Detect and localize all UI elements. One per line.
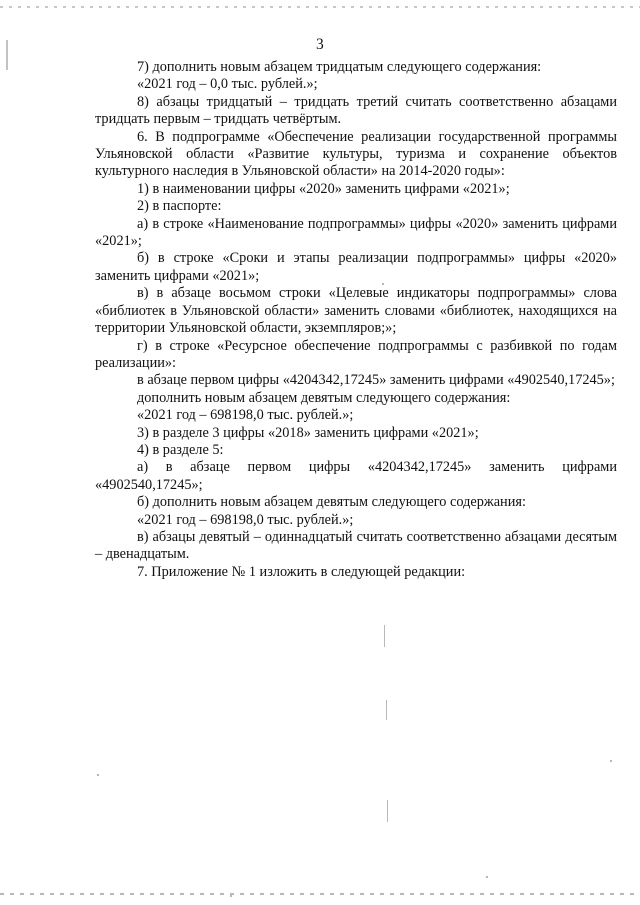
paragraph-7: а) в строке «Наименование подпрограммы» цифры «2020» заменить цифрами «2021»;: [95, 215, 617, 250]
paragraph-19: в) абзацы девятый – одиннадцатый считать соответственно абзацами десятым – двенадцатым.: [95, 528, 617, 563]
paragraph-20: 7. Приложение № 1 изложить в следующей редакции:: [137, 563, 466, 580]
paragraph-3: 8) абзацы тридцатый – тридцать третий считать соответственно абзацами тридцать первым – тридцать четвёртым.: [95, 93, 617, 128]
paragraph-17: б) дополнить новым абзацем девятым следующего содержания:: [137, 494, 526, 511]
paragraph-8: б) в строке «Сроки и этапы реализации подпрограммы» цифры «2020» заменить цифрами «2021»;: [95, 250, 617, 284]
scan-artifact-mark: [384, 625, 385, 647]
paragraph-4: 6. В подпрограмме «Обеспечение реализации государственной программы Ульяновской области «Развитие культуры, туризма и сохранение объектов культурного наследия в Ульяновской области» на 2014-2020 годы»:: [95, 128, 617, 180]
paragraph-5: 1) в наименовании цифры «2020» заменить цифрами «2021»;: [137, 180, 510, 197]
paragraph-9: в) в абзаце восьмом строки «Целевые индикаторы подпрограммы» слова «библиотек в Ульяновской области» заменить словами «библиотек, находящихся на территории Ульяновской области, экземпляров;»;: [95, 285, 617, 337]
scan-artifact-mark: [387, 800, 388, 822]
paragraph-11: в абзаце первом цифры «4204342,17245» заменить цифрами «4902540,17245»;: [137, 372, 615, 389]
paragraph-16: а) в абзаце первом цифры «4204342,17245» заменить цифрами «4902540,17245»;: [95, 459, 617, 493]
paragraph-18: «2021 год – 698198,0 тыс. рублей.»;: [137, 511, 354, 528]
paragraph-10: г) в строке «Ресурсное обеспечение подпрограммы с разбивкой по годам реализации»:: [95, 337, 617, 371]
paragraph-2: «2021 год – 0,0 тыс. рублей.»;: [137, 76, 318, 93]
paragraph-1: 7) дополнить новым абзацем тридцатым следующего содержания:: [137, 59, 542, 75]
document-body: [95, 59, 617, 581]
scan-artifact-dust: [97, 774, 99, 776]
paragraph-13: «2021 год – 698198,0 тыс. рублей.»;: [137, 407, 354, 424]
scan-edge-bottom: [0, 893, 640, 895]
scan-artifact-dust: [382, 283, 384, 285]
paragraph-14: 3) в разделе 3 цифры «2018» заменить цифрами «2021»;: [137, 424, 479, 441]
scan-edge-top: [0, 6, 640, 8]
scan-artifact-dust: [486, 876, 488, 878]
paragraph-15: 4) в разделе 5:: [137, 441, 224, 458]
paragraph-12: дополнить новым абзацем девятым следующего содержания:: [137, 389, 511, 406]
scan-artifact-mark: [386, 700, 387, 720]
paragraph-6: 2) в паспорте:: [137, 198, 222, 215]
scan-artifact-dust: [610, 760, 612, 762]
scan-artifact-dust: [230, 895, 232, 897]
page-number: 3: [316, 36, 324, 53]
